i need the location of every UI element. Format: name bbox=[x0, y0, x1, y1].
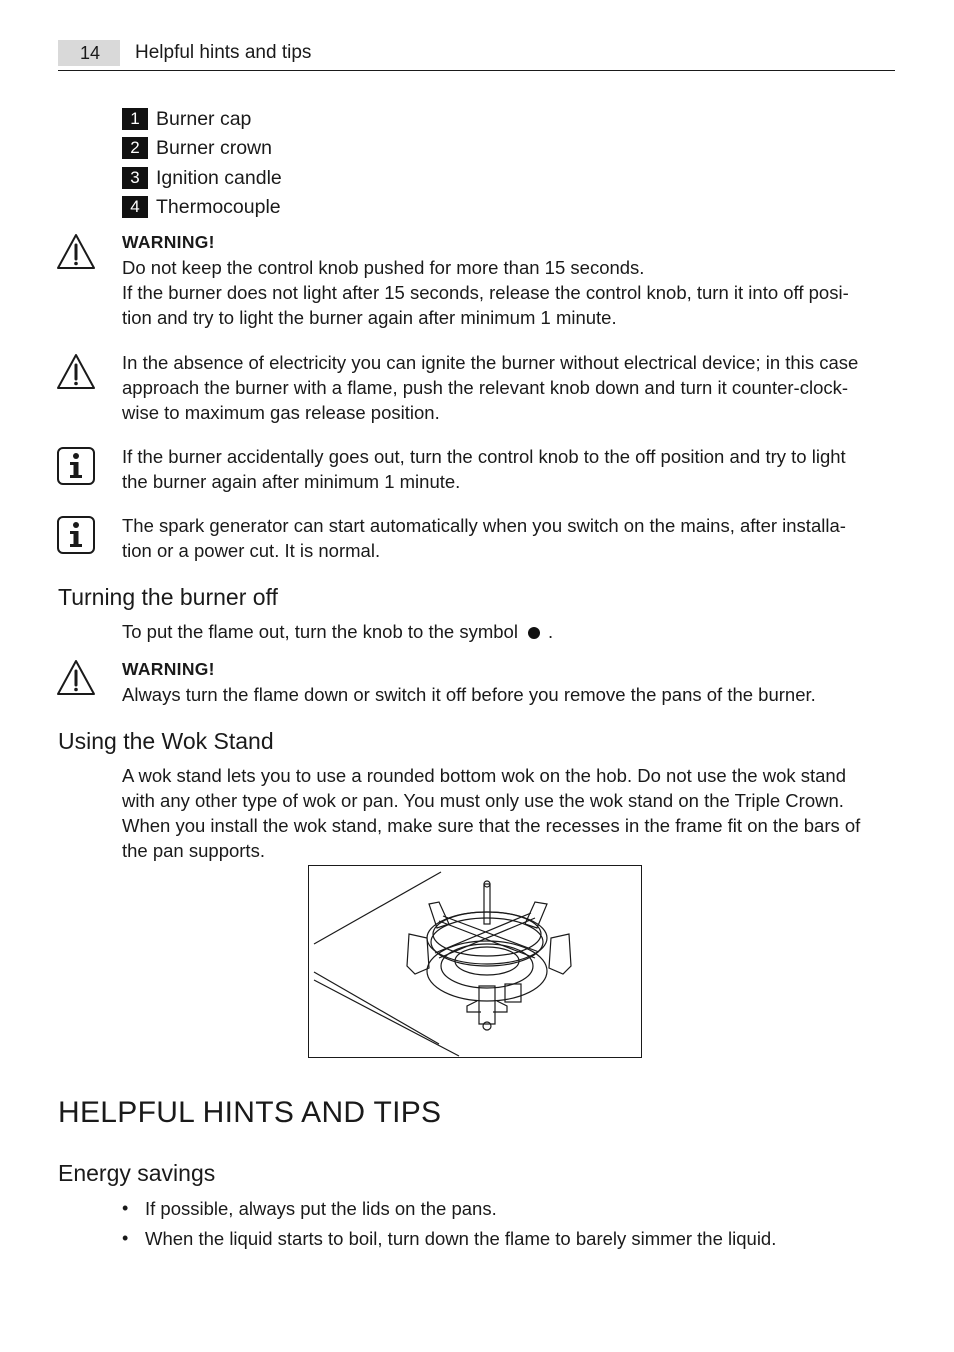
warning-block-2 bbox=[122, 350, 897, 425]
heading-energy-savings: Energy savings bbox=[58, 1160, 216, 1186]
turning-off-text bbox=[122, 619, 897, 644]
section-title: HELPFUL HINTS AND TIPS bbox=[58, 1096, 442, 1129]
warning-text: Always turn the flame down or switch it off before you remove the pans of the burner. bbox=[122, 684, 816, 705]
wok-text-line: the pan supports. bbox=[122, 840, 265, 861]
warning-block-3 bbox=[122, 657, 897, 707]
wok-text-line: A wok stand lets you to use a rounded bottom wok on the hob. Do not use the wok stand bbox=[122, 765, 847, 786]
info-text: tion or a power cut. It is normal. bbox=[122, 540, 381, 561]
warning-text: In the absence of electricity you can ignite the burner without electrical device; in this case bbox=[122, 352, 859, 373]
part-label: Burner cap bbox=[156, 107, 252, 130]
wok-stand-figure bbox=[308, 865, 642, 1058]
bullet-marker: • bbox=[122, 1197, 129, 1218]
parts-list bbox=[122, 104, 282, 222]
list-item-text: If possible, always put the lids on the pans. bbox=[145, 1197, 497, 1219]
info-text: the burner again after minimum 1 minute. bbox=[122, 471, 461, 492]
warning-text: approach the burner with a flame, push the relevant knob down and turn it counter-clock- bbox=[122, 377, 849, 398]
info-text: If the burner accidentally goes out, turn the control knob to the off position and try to light bbox=[122, 446, 846, 467]
info-block-1 bbox=[122, 444, 897, 494]
wok-text bbox=[122, 763, 897, 863]
info-icon bbox=[56, 515, 96, 555]
wok-stand-illustration bbox=[309, 866, 641, 1057]
part-label: Thermocouple bbox=[156, 196, 281, 219]
bullet-marker: • bbox=[122, 1227, 129, 1248]
part-item bbox=[122, 193, 282, 223]
part-number: 3 bbox=[122, 167, 148, 189]
info-icon bbox=[56, 446, 96, 486]
warning-title: WARNING! bbox=[122, 659, 215, 679]
part-item bbox=[122, 163, 282, 193]
warning-text: Do not keep the control knob pushed for more than 15 seconds. bbox=[122, 257, 645, 278]
filled-circle-icon bbox=[528, 627, 540, 639]
warning-text: tion and try to light the burner again after minimum 1 minute. bbox=[122, 307, 617, 328]
info-text: The spark generator can start automatically when you switch on the mains, after installa- bbox=[122, 515, 846, 536]
part-number: 4 bbox=[122, 196, 148, 218]
part-item bbox=[122, 104, 282, 134]
turning-off-text-after: . bbox=[547, 621, 554, 642]
warning-triangle-icon bbox=[56, 352, 96, 392]
part-number: 2 bbox=[122, 137, 148, 159]
part-item bbox=[122, 134, 282, 164]
list-item bbox=[122, 1193, 892, 1223]
heading-turning-off: Turning the burner off bbox=[58, 584, 278, 610]
part-number: 1 bbox=[122, 108, 148, 130]
turning-off-text-before: To put the flame out, turn the knob to the symbol bbox=[122, 621, 518, 642]
warning-block-1 bbox=[122, 230, 897, 330]
page-number: 14 bbox=[58, 40, 120, 66]
wok-text-line: with any other type of wok or pan. You must only use the wok stand on the Triple Crown. bbox=[122, 790, 844, 811]
warning-text: If the burner does not light after 15 seconds, release the control knob, turn it into off posi- bbox=[122, 282, 849, 303]
running-header-title: Helpful hints and tips bbox=[135, 42, 312, 63]
warning-triangle-icon bbox=[56, 658, 96, 698]
heading-wok-stand: Using the Wok Stand bbox=[58, 728, 274, 754]
warning-triangle-icon bbox=[56, 232, 96, 272]
warning-title: WARNING! bbox=[122, 232, 215, 252]
warning-text: wise to maximum gas release position. bbox=[122, 402, 440, 423]
energy-savings-list bbox=[122, 1193, 892, 1253]
part-label: Burner crown bbox=[156, 137, 272, 160]
part-label: Ignition candle bbox=[156, 166, 282, 189]
list-item bbox=[122, 1223, 892, 1253]
header-divider bbox=[58, 70, 895, 71]
list-item-text: When the liquid starts to boil, turn down the flame to barely simmer the liquid. bbox=[145, 1227, 777, 1249]
info-block-2 bbox=[122, 513, 897, 563]
wok-text-line: When you install the wok stand, make sure that the recesses in the frame fit on the bars of bbox=[122, 815, 861, 836]
